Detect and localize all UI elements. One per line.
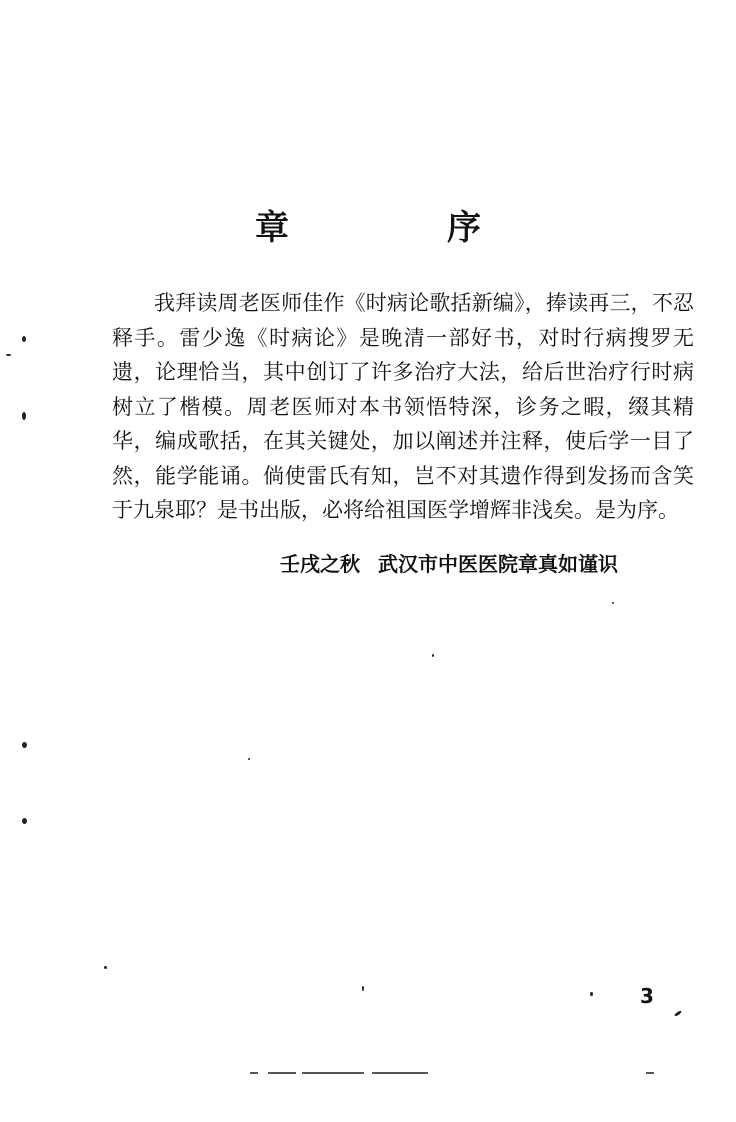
scan-speck	[248, 758, 250, 760]
footer-scan-rule	[250, 1072, 258, 1074]
footer-scan-rule	[268, 1072, 296, 1074]
signature-date: 壬戌之秋	[280, 552, 360, 576]
signature-line	[280, 548, 700, 577]
scan-speck	[674, 1010, 682, 1017]
scan-speck	[6, 354, 11, 356]
footer-scan-rule	[646, 1072, 654, 1074]
page-number: 3	[640, 984, 654, 1008]
signature-author: 武汉市中医医院章真如谨识	[378, 552, 618, 576]
footer-scan-rule	[372, 1072, 428, 1074]
scan-speck	[22, 742, 27, 748]
scan-speck	[104, 966, 107, 969]
scan-speck	[22, 336, 26, 342]
scan-speck	[612, 602, 614, 604]
preface-body	[112, 286, 694, 528]
page-title: 章 序	[255, 208, 543, 248]
scan-speck	[432, 654, 434, 657]
scan-speck	[22, 818, 27, 824]
scan-speck	[590, 992, 593, 996]
preface-paragraph: 我拜读周老医师佳作《时病论歌括新编》，捧读再三，不忍释手。雷少逸《时病论》是晚清一部好书，对时行病搜罗无遗，论理恰当，其中创订了许多治疗大法，给后世治疗行时病树立了楷模。周老医师对本书领悟特深，诊务之暇，缀其精华，编成歌括，在其关键处，加以阐述并注释，使后学一目了然，能学能诵。倘使雷氏有知，岂不对其遗作得到发扬而含笑于九泉耶？是书出版，必将给祖国医学增辉非浅矣。是为序。	[112, 291, 694, 522]
footer-scan-rule	[302, 1072, 364, 1074]
scan-speck	[22, 412, 26, 420]
scan-speck	[362, 986, 364, 991]
